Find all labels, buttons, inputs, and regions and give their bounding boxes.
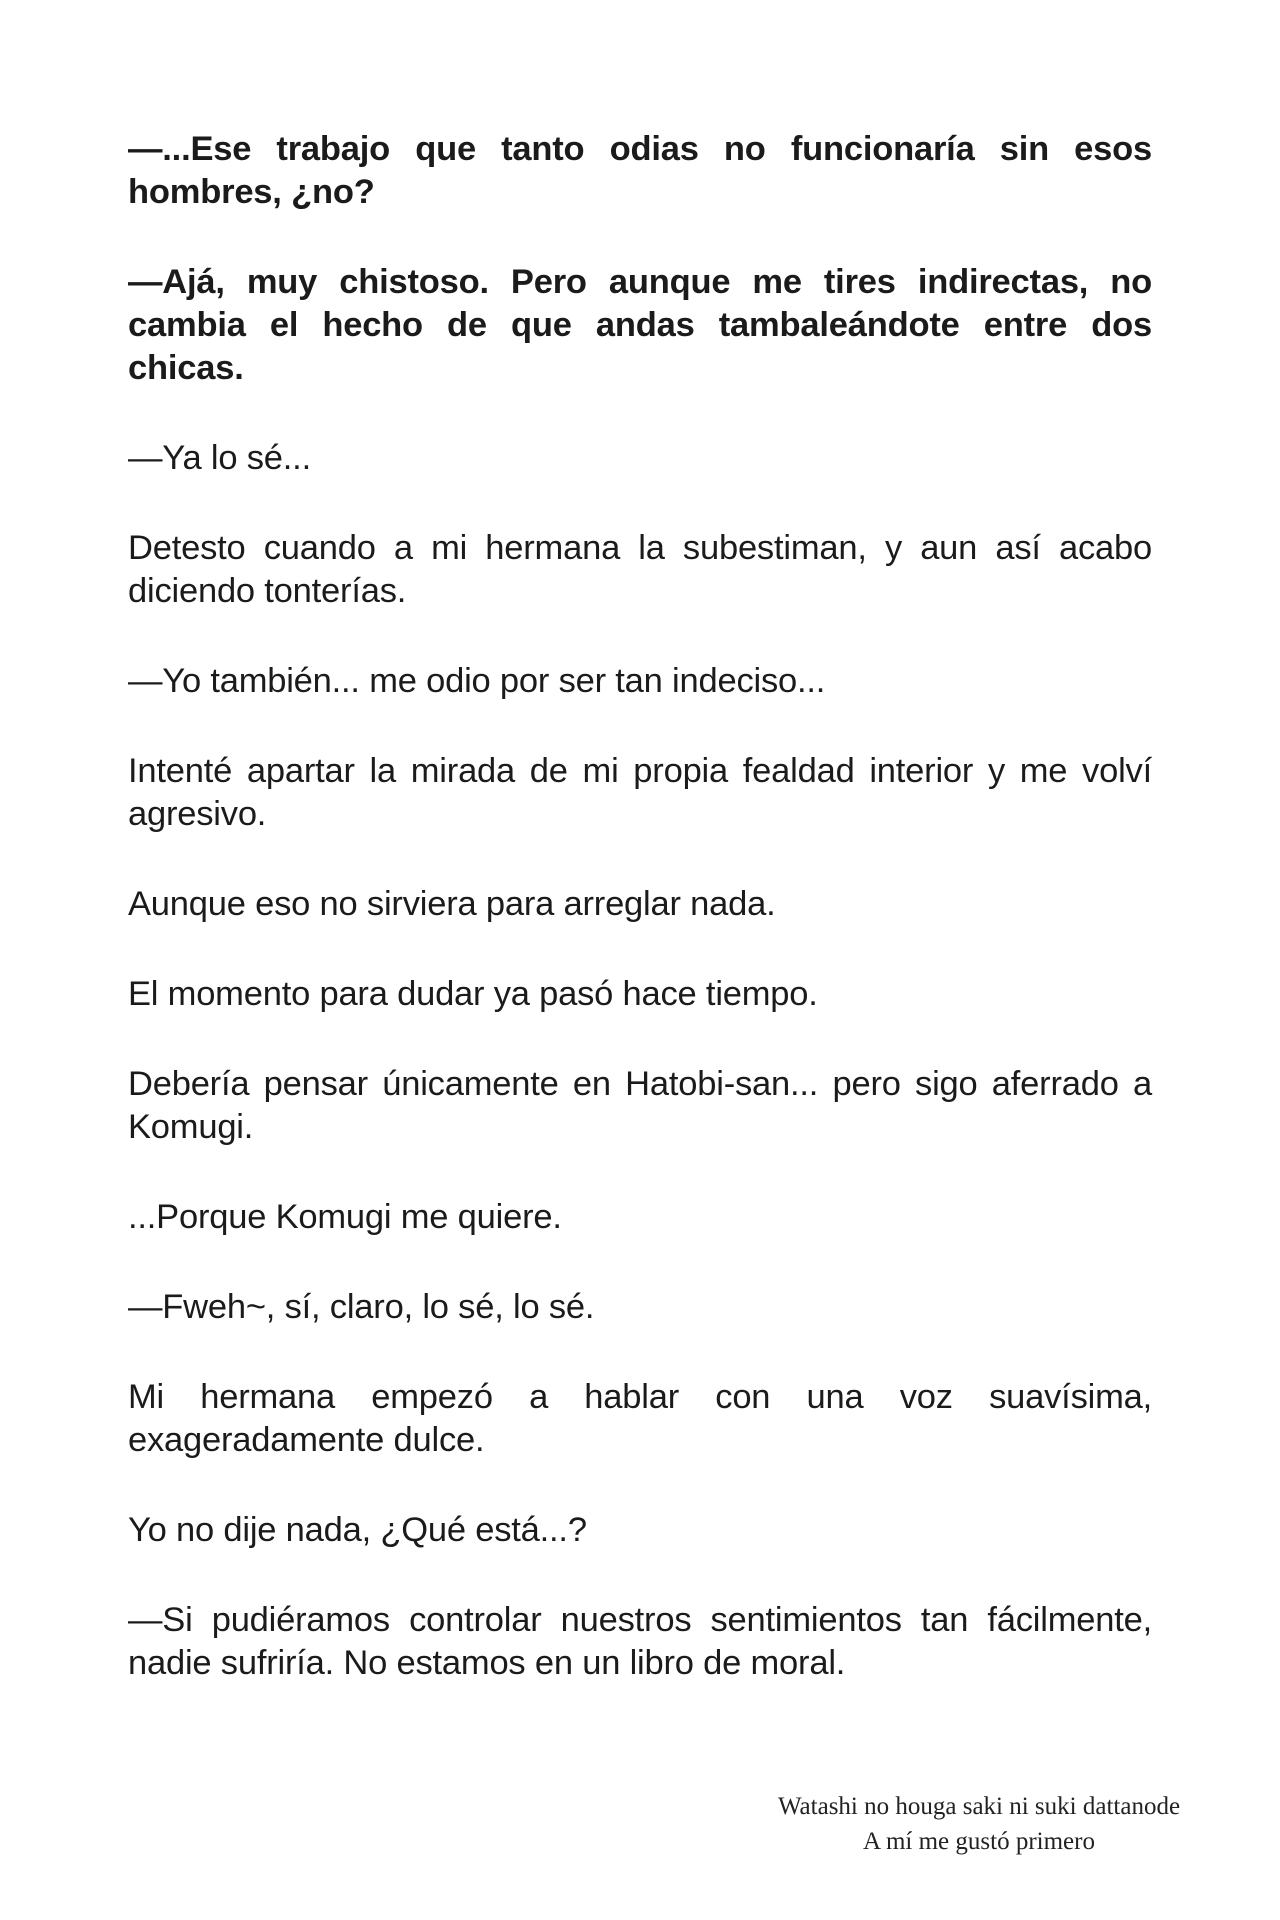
story-paragraph: ...Porque Komugi me quiere. — [128, 1198, 562, 1236]
story-paragraph: Yo no dije nada, ¿Qué está...? — [128, 1511, 587, 1549]
story-paragraph: —Ajá, muy chistoso. Pero aunque me tires indirectas, no cambia el hecho de que andas tambaleándote entre dos chicas. — [128, 263, 1152, 387]
story-paragraph: Mi hermana empezó a hablar con una voz suavísima, exageradamente dulce. — [128, 1378, 1152, 1459]
book-title-romaji: Watashi no houga saki ni suki dattanode — [777, 1793, 1181, 1820]
story-paragraph: El momento para dudar ya pasó hace tiempo. — [128, 975, 818, 1013]
story-paragraph: —Yo también... me odio por ser tan indeciso... — [128, 662, 826, 700]
book-title-footer — [778, 1789, 1180, 1859]
story-paragraph: Detesto cuando a mi hermana la subestiman, y aun así acabo diciendo tonterías. — [128, 529, 1152, 610]
story-paragraph: Debería pensar únicamente en Hatobi-san... pero sigo aferrado a Komugi. — [128, 1065, 1152, 1146]
story-paragraph: Aunque eso no sirviera para arreglar nada. — [128, 885, 776, 923]
story-paragraph: —Fweh~, sí, claro, lo sé, lo sé. — [128, 1288, 595, 1326]
story-text — [128, 128, 1152, 1732]
story-paragraph: —Si pudiéramos controlar nuestros sentimientos tan fácilmente, nadie sufriría. No estamos en un libro de moral. — [128, 1601, 1152, 1682]
story-paragraph: —...Ese trabajo que tanto odias no funcionaría sin esos hombres, ¿no? — [128, 130, 1152, 211]
story-paragraph: —Ya lo sé... — [128, 439, 311, 477]
story-paragraph: Intenté apartar la mirada de mi propia fealdad interior y me volví agresivo. — [128, 752, 1152, 833]
book-title-spanish: A mí me gustó primero — [863, 1828, 1095, 1855]
